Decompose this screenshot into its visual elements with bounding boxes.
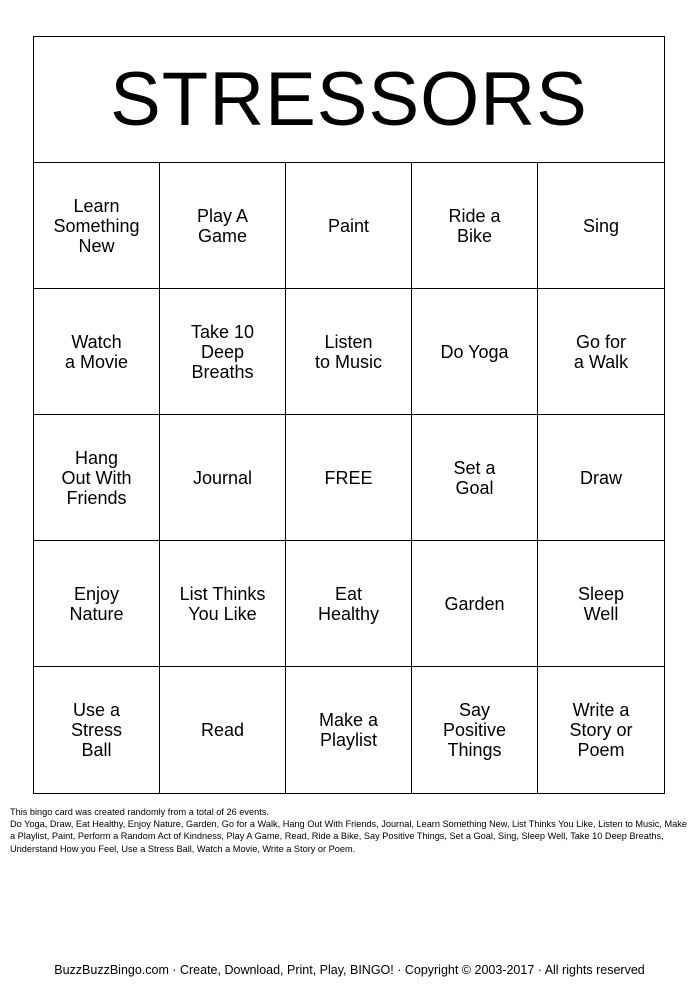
bingo-cell: Enjoy Nature <box>34 541 160 667</box>
bingo-cell: Hang Out With Friends <box>34 415 160 541</box>
footer-copyright: BuzzBuzzBingo.com · Create, Download, Print, Play, BINGO! · Copyright © 2003-2017 · All rights reserved <box>54 963 645 977</box>
bingo-cell: Journal <box>160 415 286 541</box>
event-list: Do Yoga, Draw, Eat Healthy, Enjoy Nature, Garden, Go for a Walk, Hang Out With Friends, Journal, Learn Something New, List Thinks You Like, Listen to Music, Make a Playlist, Paint, Perform a Random Act of Kindness, Play A Game, Read, Ride a Bike, Say Positive Things, Set a Goal, Sing, Sleep Well, Take 10 Deep Breaths, Understand How you Feel, Use a Stress Ball, Watch a Movie, Write a Story or Poem. <box>10 819 687 854</box>
bingo-cell: Draw <box>538 415 664 541</box>
bingo-cell: Use a Stress Ball <box>34 667 160 793</box>
bingo-cell: Ride a Bike <box>412 163 538 289</box>
bingo-cell: Paint <box>286 163 412 289</box>
bingo-cell: Play A Game <box>160 163 286 289</box>
bingo-cell: Sing <box>538 163 664 289</box>
bingo-cell: Take 10 Deep Breaths <box>160 289 286 415</box>
bingo-cell: Eat Healthy <box>286 541 412 667</box>
free-space-cell: FREE <box>286 415 412 541</box>
bingo-cell: Watch a Movie <box>34 289 160 415</box>
bingo-cell: Do Yoga <box>412 289 538 415</box>
bingo-cell: Garden <box>412 541 538 667</box>
bingo-cell: Go for a Walk <box>538 289 664 415</box>
info-intro: This bingo card was created randomly from a total of 26 events. <box>10 807 269 817</box>
card-title: STRESSORS <box>34 37 664 163</box>
bingo-card <box>33 36 665 794</box>
bingo-cell: Write a Story or Poem <box>569 700 633 760</box>
bingo-cell: Learn Something New <box>34 163 160 289</box>
bingo-cell: Read <box>160 667 286 793</box>
bingo-cell: List Thinks You Like <box>160 541 286 667</box>
bingo-cell: Sleep Well <box>538 541 664 667</box>
bingo-cell: Listen to Music <box>286 289 412 415</box>
bingo-cell: Make a Playlist <box>286 667 412 793</box>
bingo-cell: Say Positive Things <box>412 667 538 793</box>
bingo-grid <box>34 163 664 793</box>
card-info <box>10 806 690 855</box>
bingo-cell: Set a Goal <box>412 415 538 541</box>
